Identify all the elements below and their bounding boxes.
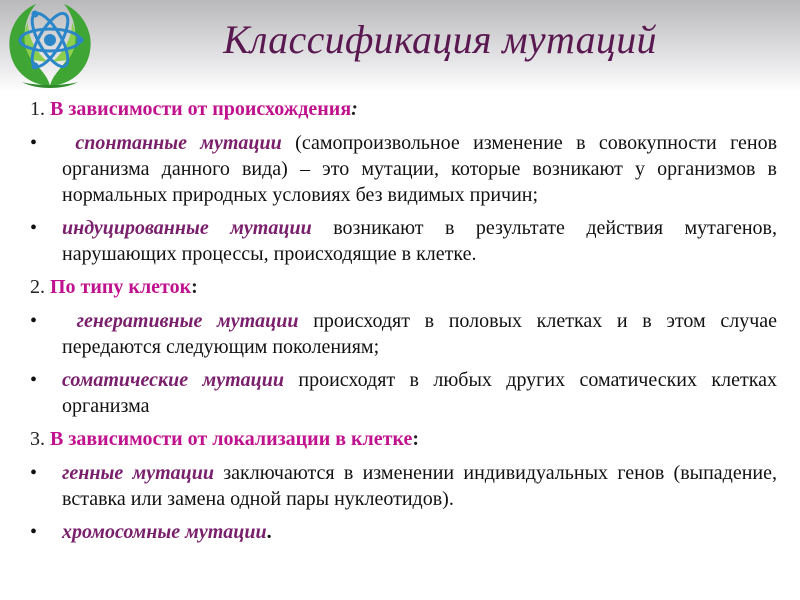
term-generative: генеративные мутации [76, 310, 299, 332]
term-chromosomal: хромосомные мутации [62, 521, 267, 543]
section-number: 2. [30, 276, 45, 298]
section-heading-cell-type [30, 274, 777, 300]
description-gene: заключаются в изменении индивидуальных генов (выпадение, вставка или замена одной пары нуклеотидов). [62, 462, 778, 510]
list-item-chromosomal [30, 519, 777, 545]
list-item-gene [30, 460, 777, 512]
term-induced: индуцированные мутации [62, 217, 312, 239]
bullet-marker: • [30, 132, 38, 154]
bullet-marker: • [30, 369, 38, 391]
list-item-generative [30, 308, 777, 360]
description-somatic: происходят в любых других соматических клетках организма [62, 369, 777, 417]
logo-graphic [2, 0, 98, 92]
section-heading-colon: : [351, 98, 358, 120]
section-heading-colon: : [191, 276, 198, 298]
atom-on-leaves-icon [2, 0, 98, 92]
description-generative: происходят в половых клетках и в этом случае передаются следующим поколениям; [62, 310, 778, 358]
term-somatic: соматические мутации [62, 369, 284, 391]
section-heading-text: В зависимости от локализации в клетке [50, 428, 413, 450]
description-spontaneous: (самопроизвольное изменение в совокупности генов организма данного вида) – это мутации, которые возникают у организмов в нормальных природных условиях без видимых причин; [62, 132, 778, 206]
content-body [30, 96, 777, 552]
section-heading-origin [30, 96, 777, 122]
bullet-marker: • [30, 217, 38, 239]
term-spontaneous: спонтанные мутации [75, 132, 282, 154]
section-number: 3. [30, 428, 45, 450]
list-item-somatic [30, 367, 777, 419]
slide-title: Классификация мутаций [223, 17, 657, 62]
section-number: 1. [30, 98, 45, 120]
description-induced: возникают в результате действия мутагенов, нарушающих процессы, происходящие в клетке. [62, 217, 777, 265]
section-heading-text: В зависимости от происхождения [50, 98, 352, 120]
bullet-marker: • [30, 521, 38, 543]
bullet-marker: • [30, 462, 38, 484]
section-heading-colon: : [412, 428, 420, 450]
list-item-spontaneous [30, 130, 777, 208]
list-item-induced [30, 215, 777, 267]
term-gene: генные мутации [62, 462, 214, 484]
section-heading-localization [30, 426, 777, 452]
description-chromosomal: . [266, 521, 272, 543]
section-heading-text: По типу клеток [50, 276, 192, 298]
bullet-marker: • [30, 310, 38, 332]
